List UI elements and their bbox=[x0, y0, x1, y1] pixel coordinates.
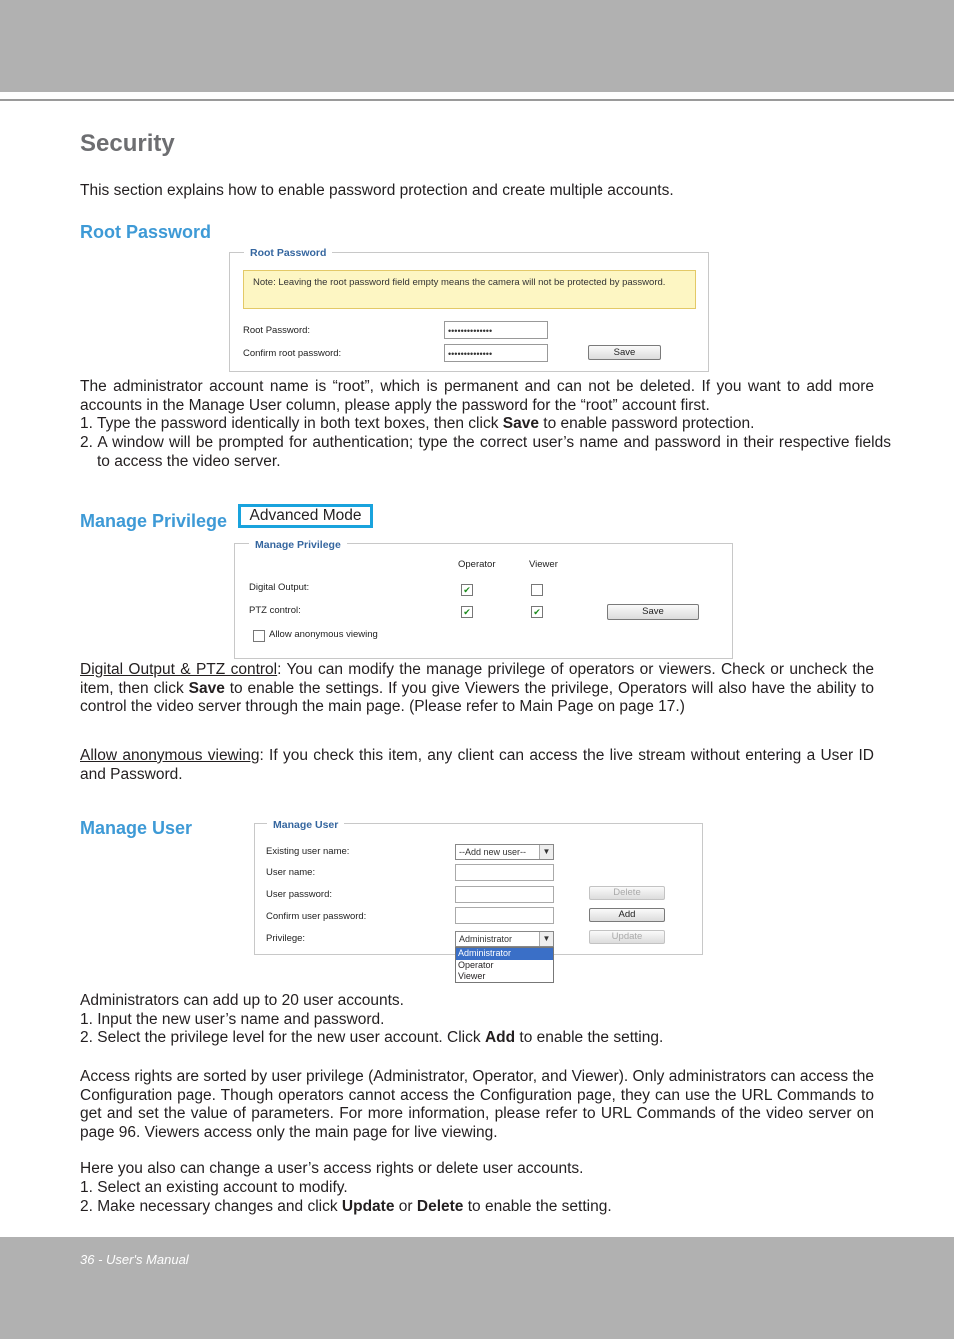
user-line-6-tail: to enable the setting. bbox=[463, 1198, 612, 1215]
manage-privilege-heading: Manage Privilege bbox=[80, 511, 228, 531]
confirm-root-password-label: Confirm root password: bbox=[243, 348, 342, 359]
update-button[interactable]: Update bbox=[589, 930, 665, 944]
chevron-down-icon: ▼ bbox=[539, 932, 553, 946]
existing-user-value: --Add new user-- bbox=[459, 847, 527, 857]
existing-user-label: Existing user name: bbox=[266, 846, 350, 857]
ptz-operator-checkbox[interactable]: ✔ bbox=[461, 606, 473, 618]
anonymous-viewing-checkbox[interactable] bbox=[253, 630, 265, 642]
privilege-description bbox=[80, 661, 874, 717]
anonymous-description bbox=[80, 747, 874, 784]
privilege-text-c: to enable the settings. If you give Viewers the privilege, Operators will also have the ability to control the video server through the main page. (Please refer to Main Page on page 17.) bbox=[80, 679, 874, 715]
manage-privilege-panel-title: Manage Privilege bbox=[249, 539, 347, 551]
privilege-value: Administrator bbox=[459, 934, 513, 944]
anonymous-text: : If you check this item, any client can access the live stream without entering a User ID and Password. bbox=[80, 747, 875, 783]
root-save-button[interactable]: Save bbox=[588, 345, 661, 360]
manage-user-heading: Manage User bbox=[80, 818, 193, 838]
user-line-6-text: 2. Make necessary changes and click bbox=[80, 1198, 342, 1215]
root-password-panel bbox=[229, 247, 709, 372]
user-line-2: 1. Input the new user’s name and password. bbox=[80, 1011, 385, 1028]
root-password-input[interactable]: •••••••••••••• bbox=[444, 321, 548, 339]
user-line-3-add: Add bbox=[484, 1029, 516, 1046]
user-line-5: 1. Select an existing account to modify. bbox=[80, 1179, 348, 1196]
root-step-1-text: 1. Type the password identically in both text boxes, then click bbox=[80, 415, 503, 432]
access-rights-description: Access rights are sorted by user privilege (Administrator, Operator, and Viewer). Only administrators can access the Configuration page. Though operators cannot access the Configuration page, they can use the URL Commands to get and set the value of parameters. For more information, please refer to URL Commands of the video server on page 96. Viewers access only the main page for live viewing. bbox=[80, 1068, 874, 1141]
privilege-text-save: Save bbox=[188, 679, 225, 697]
user-line-6 bbox=[80, 1198, 874, 1217]
chevron-down-icon: ▼ bbox=[539, 845, 553, 859]
root-password-note: Note: Leaving the root password field empty means the camera will not be protected by password. bbox=[243, 270, 696, 309]
root-step-1-save: Save bbox=[502, 415, 539, 432]
root-password-heading: Root Password bbox=[80, 222, 212, 242]
privilege-dropdown-list bbox=[455, 947, 554, 983]
privilege-label: Privilege: bbox=[266, 933, 306, 944]
root-step-1-tail: to enable password protection. bbox=[538, 415, 755, 432]
confirm-root-password-input[interactable]: •••••••••••••• bbox=[444, 344, 548, 362]
user-line-6-update: Update bbox=[341, 1198, 395, 1215]
user-line-6-or: or bbox=[394, 1198, 417, 1215]
existing-user-select[interactable] bbox=[455, 844, 554, 860]
confirm-user-password-label: Confirm user password: bbox=[266, 911, 367, 922]
root-step-2: 2. A window will be prompted for authentication; type the correct user’s name and password in their respective fields to access the video server. bbox=[80, 434, 891, 470]
privilege-save-button[interactable]: Save bbox=[607, 604, 699, 620]
privilege-option-operator[interactable]: Operator bbox=[458, 959, 494, 970]
privilege-term: Digital Output & PTZ control bbox=[80, 661, 278, 678]
privilege-option-administrator[interactable]: Administrator bbox=[456, 948, 553, 960]
ptz-viewer-checkbox[interactable]: ✔ bbox=[531, 606, 543, 618]
privilege-option-viewer[interactable]: Viewer bbox=[458, 971, 486, 981]
page-footer: 36 - User's Manual bbox=[80, 1252, 189, 1267]
user-line-3 bbox=[80, 1029, 874, 1048]
page-title: Security bbox=[80, 130, 175, 157]
root-password-label: Root Password: bbox=[243, 325, 311, 336]
operator-column-header: Operator bbox=[458, 559, 496, 570]
privilege-select[interactable] bbox=[455, 931, 554, 947]
anonymous-viewing-label: Allow anonymous viewing bbox=[269, 629, 378, 640]
manage-privilege-panel bbox=[234, 539, 733, 659]
add-button[interactable]: Add bbox=[589, 908, 665, 922]
user-line-3-text: 2. Select the privilege level for the new user account. Click bbox=[80, 1029, 485, 1046]
user-line-3-tail: to enable the setting. bbox=[515, 1029, 664, 1046]
header-band bbox=[0, 0, 954, 92]
user-line-6-delete: Delete bbox=[416, 1198, 464, 1215]
root-password-panel-title: Root Password bbox=[244, 247, 332, 259]
digital-output-viewer-checkbox[interactable] bbox=[531, 584, 543, 596]
header-rule bbox=[0, 99, 954, 101]
root-description: The administrator account name is “root”, which is permanent and can not be deleted. If you want to add more accounts in the Manage User column, please apply the password for the “root” account first. bbox=[80, 378, 874, 414]
privilege-text-a: : You can modify the manage privilege of operators or viewers. Check or uncheck the item, then click bbox=[80, 661, 875, 697]
digital-output-label: Digital Output: bbox=[249, 582, 310, 593]
delete-button[interactable]: Delete bbox=[589, 886, 665, 900]
confirm-user-password-input[interactable] bbox=[455, 907, 554, 924]
advanced-mode-badge: Advanced Mode bbox=[238, 504, 373, 528]
user-password-label: User password: bbox=[266, 889, 332, 900]
intro-text: This section explains how to enable password protection and create multiple accounts. bbox=[80, 182, 674, 199]
user-line-4: Here you also can change a user’s access rights or delete user accounts. bbox=[80, 1160, 584, 1177]
ptz-control-label: PTZ control: bbox=[249, 605, 301, 616]
user-name-input[interactable] bbox=[455, 864, 554, 881]
manage-user-panel bbox=[254, 819, 703, 955]
manage-user-panel-title: Manage User bbox=[267, 819, 344, 831]
root-step-1 bbox=[80, 415, 874, 434]
digital-output-operator-checkbox[interactable]: ✔ bbox=[461, 584, 473, 596]
viewer-column-header: Viewer bbox=[529, 559, 558, 570]
anonymous-term: Allow anonymous viewing bbox=[80, 747, 260, 764]
user-password-input[interactable] bbox=[455, 886, 554, 903]
user-line-1: Administrators can add up to 20 user accounts. bbox=[80, 992, 404, 1009]
user-name-label: User name: bbox=[266, 867, 316, 878]
